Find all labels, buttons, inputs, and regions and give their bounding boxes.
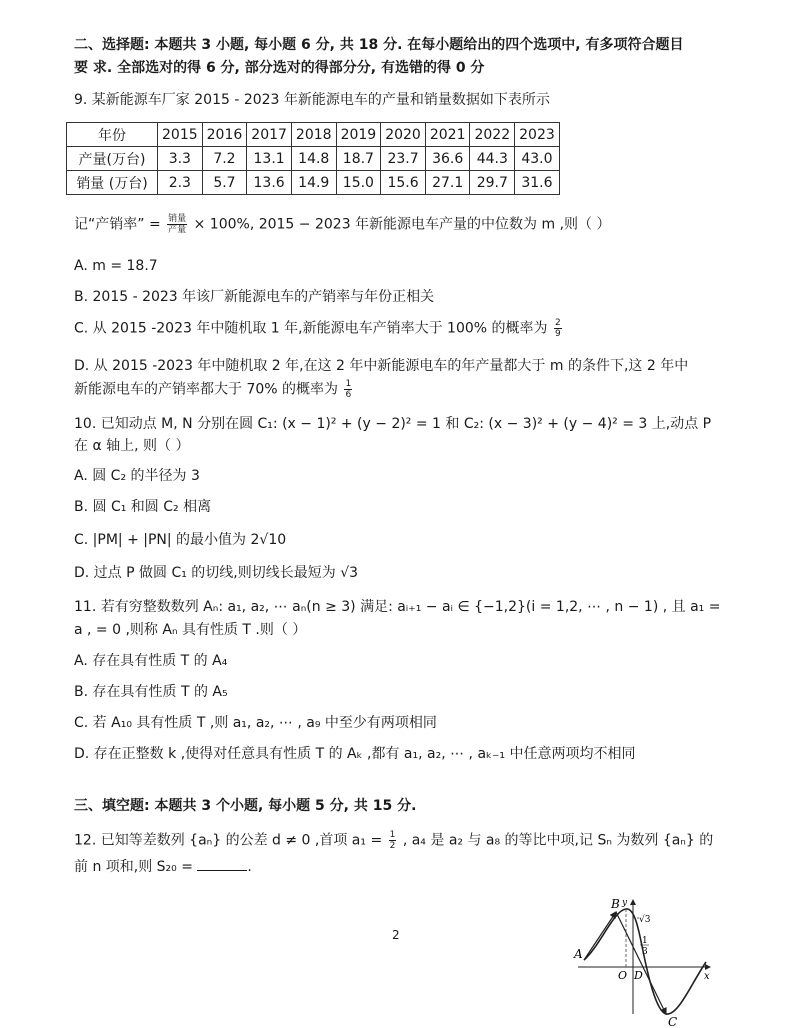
q12-text: 12. 已知等差数列 {aₙ} 的公差 d ≠ 0 ,首项 a₁ = — [74, 832, 383, 849]
table-cell: 27.1 — [425, 171, 470, 195]
option-text: C. 从 2015 -2023 年中随机取 1 年,新能源电车产销率大于 100% 的概率为 — [74, 320, 548, 337]
table-header-row — [67, 123, 560, 147]
table-row — [67, 171, 560, 195]
q10-option-d: D. 过点 P 做圆 C₁ 的切线,则切线长最短为 √3 — [74, 565, 359, 581]
fraction-numerator: 1 — [389, 830, 396, 840]
q12-text: , a₄ 是 a₂ 与 a₈ 的等比中项,记 Sₙ 为数列 {aₙ} 的 — [402, 832, 714, 849]
q9-stem: 9. 某新能源车厂家 2015 - 2023 年新能源电车的产量和销量数据如下表所示 — [74, 92, 550, 108]
table-cell: 2020 — [381, 123, 426, 147]
table-cell: 14.8 — [291, 147, 336, 171]
section3-title: 三、填空题: 本题共 3 个小题, 每小题 5 分, 共 15 分. — [74, 798, 417, 814]
page-number: 2 — [392, 928, 400, 942]
option-text: 新能源电车的产销率都大于 70% 的概率为 — [74, 381, 339, 398]
q10-stem-line1: 10. 已知动点 M, N 分别在圆 C₁: (x − 1)² + (y − 2)² = 1 和 C₂: (x − 3)² + (y − 4)² = 3 上,动点 P — [74, 416, 712, 432]
answer-blank[interactable] — [197, 856, 247, 871]
table-cell: 44.3 — [470, 147, 515, 171]
label-o: O — [618, 969, 628, 982]
table-cell: 5.7 — [202, 171, 247, 195]
q11-option-d: D. 存在正整数 k ,使得对任意具有性质 T 的 Aₖ ,都有 a₁, a₂, ⋯ , aₖ₋₁ 中任意两项均不相同 — [74, 746, 636, 762]
table-cell: 15.6 — [381, 171, 426, 195]
label-a: A — [574, 947, 583, 961]
table-cell: 2015 — [158, 123, 203, 147]
table-cell: 销量 (万台) — [67, 171, 158, 195]
q9-option-a: A. m = 18.7 — [74, 258, 158, 274]
q9-option-b: B. 2015 - 2023 年该厂新能源电车的产销率与年份正相关 — [74, 289, 435, 305]
table-cell: 7.2 — [202, 147, 247, 171]
fraction-denominator: 产量 — [168, 225, 187, 235]
vector-bc — [616, 912, 666, 1014]
q9-option-d-line1: D. 从 2015 -2023 年中随机取 2 年,在这 2 年中新能源电车的年产量都大于 m 的条件下,这 2 年中 — [74, 358, 689, 374]
table-cell: 产量(万台) — [67, 147, 158, 171]
table-cell: 13.6 — [247, 171, 292, 195]
q12-text: . — [247, 859, 252, 875]
label-y: y — [622, 898, 628, 908]
q9-option-c — [74, 318, 564, 339]
fraction-numerator: 2 — [554, 318, 561, 328]
table-cell: 2022 — [470, 123, 515, 147]
table-cell: 2023 — [515, 123, 560, 147]
q11-option-b: B. 存在具有性质 T 的 A₅ — [74, 684, 228, 700]
fraction — [344, 379, 352, 400]
def-suffix: × 100%, 2015 − 2023 年新能源电车产量的中位数为 m ,则（ ） — [193, 216, 611, 233]
table-cell: 43.0 — [515, 147, 560, 171]
table-cell: 13.1 — [247, 147, 292, 171]
q10-option-a: A. 圆 C₂ 的半径为 3 — [74, 468, 200, 484]
table-cell: 18.7 — [336, 147, 381, 171]
table-cell: 2018 — [291, 123, 336, 147]
q10-option-c: C. |PM| + |PN| 的最小值为 2√10 — [74, 532, 287, 548]
fraction-denominator: 9 — [554, 329, 561, 339]
section2-title-line2: 要 求. 全部选对的得 6 分, 部分选对的得部分分, 有选错的得 0 分 — [74, 60, 485, 76]
label-x: x — [704, 971, 710, 982]
fraction-denominator: 2 — [389, 841, 396, 851]
table-cell: 23.7 — [381, 147, 426, 171]
table-cell: 年份 — [67, 123, 158, 147]
section2-title-line1: 二、选择题: 本题共 3 小题, 每小题 6 分, 共 18 分. 在每小题给出的四个选项中, 有多项符合题目 — [74, 37, 684, 53]
label-d: D — [634, 969, 643, 982]
table-cell: 3.3 — [158, 147, 203, 171]
table-cell: 31.6 — [515, 171, 560, 195]
table-cell: 29.7 — [470, 171, 515, 195]
label-c: C — [668, 1015, 678, 1028]
table-row — [67, 147, 560, 171]
table-cell: 14.9 — [291, 171, 336, 195]
table-cell: 2017 — [247, 123, 292, 147]
q11-option-c: C. 若 A₁₀ 具有性质 T ,则 a₁, a₂, ⋯ , a₉ 中至少有两项相同 — [74, 715, 437, 731]
label-sqrt3: √3 — [639, 915, 651, 925]
fraction-denominator: 6 — [345, 390, 352, 400]
q10-stem-line2: 在 α 轴上, 则（ ） — [74, 438, 190, 454]
table-cell: 2.3 — [158, 171, 203, 195]
sine-graph-figure — [570, 896, 720, 1028]
q12-stem-line2 — [74, 856, 252, 877]
fraction-numerator: 1 — [345, 379, 352, 389]
table-cell: 2021 — [425, 123, 470, 147]
label-b: B — [611, 897, 620, 911]
fraction — [167, 214, 187, 235]
table-cell: 2016 — [202, 123, 247, 147]
q9-option-d-line2 — [74, 379, 354, 400]
table-cell: 36.6 — [425, 147, 470, 171]
q9-definition — [74, 214, 611, 235]
table-cell: 2019 — [336, 123, 381, 147]
def-prefix: 记“产销率” = — [74, 216, 161, 233]
production-sales-table — [66, 122, 560, 195]
q11-stem-line1: 11. 若有穷整数数列 Aₙ: a₁, a₂, ⋯ aₙ(n ≥ 3) 满足: aᵢ₊₁ − aᵢ ∈ {−1,2}(i = 1,2, ⋯ , n − 1) , 且 a₁ = — [74, 599, 721, 615]
table-cell: 15.0 — [336, 171, 381, 195]
fraction-numerator: 销量 — [168, 214, 187, 224]
q10-option-b: B. 圆 C₁ 和圆 C₂ 相离 — [74, 499, 212, 515]
q12-stem-line1 — [74, 830, 713, 851]
q12-text: 前 n 项和,则 S₂₀ = — [74, 859, 193, 875]
fraction — [389, 830, 397, 851]
label-third-den: 3 — [642, 947, 648, 957]
q11-stem-line2: a , = 0 ,则称 Aₙ 具有性质 T .则（ ） — [74, 622, 307, 638]
label-third-num: 1 — [642, 936, 648, 946]
q11-option-a: A. 存在具有性质 T 的 A₄ — [74, 653, 228, 669]
fraction — [554, 318, 562, 339]
vector-ab — [584, 912, 616, 960]
